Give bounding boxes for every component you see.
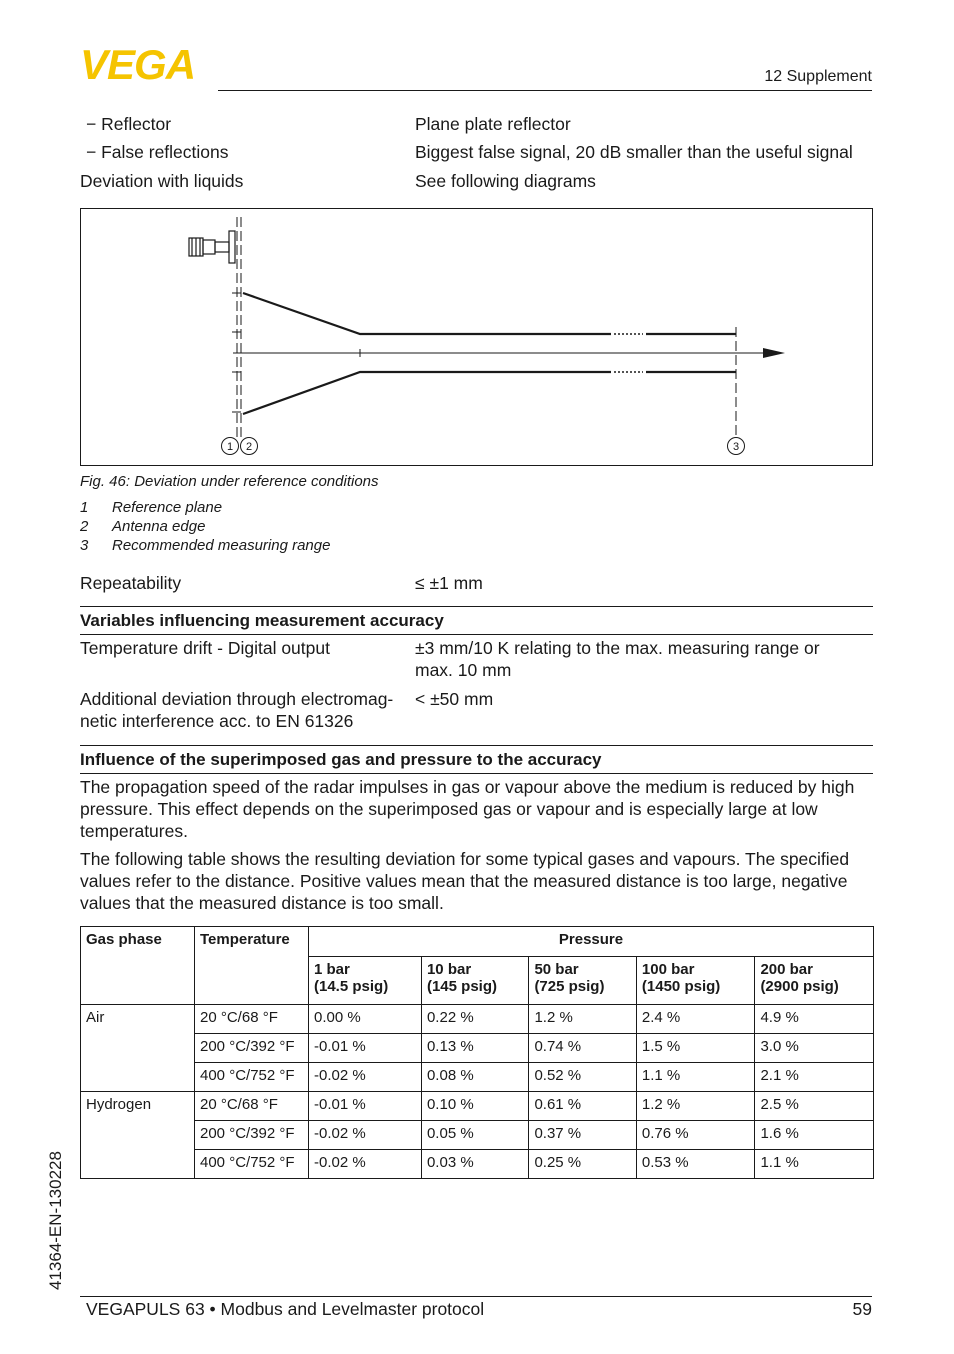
value-cell: 1.5 %: [636, 1034, 755, 1063]
spec-value-false-reflections: Biggest false signal, 20 dB smaller than the useful signal: [415, 142, 853, 162]
col-pressure: Pressure: [309, 927, 874, 957]
value-cell: 0.03 %: [421, 1150, 528, 1179]
section-title: 12 Supplement: [764, 68, 872, 85]
variables-heading: Variables influencing measurement accuracy: [80, 611, 444, 630]
gas-hydrogen: Hydrogen: [81, 1092, 195, 1179]
footer-title: VEGAPULS 63 • Modbus and Levelmaster protocol: [86, 1299, 485, 1319]
footer-rule: [80, 1296, 872, 1297]
spec-value-deviation: See following diagrams: [415, 171, 596, 191]
temp-cell: 20 °C/68 °F: [195, 1005, 309, 1034]
legend-text-1: Reference plane: [112, 499, 223, 516]
repeatability-value: ≤ ±1 mm: [415, 573, 483, 593]
value-cell: 2.4 %: [636, 1005, 755, 1034]
col-temperature: Temperature: [195, 927, 309, 1005]
pressure-10bar: 10 bar (145 psig): [421, 957, 528, 1005]
value-cell: 1.2 %: [529, 1005, 636, 1034]
temperature-drift-value: ±3 mm/10 K relating to the max. measuring range or max. 10 mm: [415, 638, 820, 680]
value-cell: 0.25 %: [529, 1150, 636, 1179]
spec-value-reflector: Plane plate reflector: [415, 114, 571, 134]
legend-text-2: Antenna edge: [112, 518, 206, 535]
deviation-diagram: [80, 208, 873, 466]
table-row: [81, 1034, 874, 1063]
value-cell: 0.74 %: [529, 1034, 636, 1063]
value-cell: 0.52 %: [529, 1063, 636, 1092]
value-cell: 1.1 %: [636, 1063, 755, 1092]
value-cell: 0.08 %: [421, 1063, 528, 1092]
influence-heading: Influence of the superimposed gas and pressure to the accuracy: [80, 750, 602, 769]
marker-1-label: 1: [226, 441, 234, 453]
influence-top-rule: [80, 745, 873, 746]
variables-bottom-rule: [80, 634, 873, 635]
value-cell: 2.5 %: [755, 1092, 874, 1121]
value-cell: 1.6 %: [755, 1121, 874, 1150]
marker-2-label: 2: [245, 441, 253, 453]
value-cell: 4.9 %: [755, 1005, 874, 1034]
document-code: 41364-EN-130228: [46, 1151, 65, 1290]
pressure-100bar: 100 bar (1450 psig): [636, 957, 755, 1005]
value-cell: -0.01 %: [309, 1092, 422, 1121]
table-row: [81, 1092, 874, 1121]
value-cell: 0.00 %: [309, 1005, 422, 1034]
value-cell: 0.05 %: [421, 1121, 528, 1150]
page-number: 59: [852, 1299, 872, 1319]
figure-caption: Fig. 46: Deviation under reference conditions: [80, 473, 379, 490]
temperature-drift-label: Temperature drift - Digital output: [80, 638, 330, 658]
influence-paragraph-1: The propagation speed of the radar impulses in gas or vapour above the medium is reduced by high pressure. This effect depends on the superimposed gas or vapour and is especially large at low temperatures.: [80, 777, 855, 841]
spec-label-deviation: Deviation with liquids: [80, 171, 244, 191]
legend-num-2: 2: [80, 518, 89, 535]
spec-label-false-reflections: − False reflections: [86, 142, 229, 162]
marker-3-label: 3: [732, 441, 740, 453]
emi-deviation-label: Additional deviation through electromag-netic interference acc. to EN 61326: [80, 689, 394, 731]
value-cell: -0.02 %: [309, 1121, 422, 1150]
deviation-diagram-svg: [81, 209, 872, 465]
table-row: [81, 1150, 874, 1179]
temp-cell: 20 °C/68 °F: [195, 1092, 309, 1121]
value-cell: 3.0 %: [755, 1034, 874, 1063]
pressure-200bar: 200 bar (2900 psig): [755, 957, 874, 1005]
col-gas-phase: Gas phase: [81, 927, 195, 1005]
table-row: [81, 1121, 874, 1150]
header-rule: [218, 90, 872, 91]
value-cell: 0.13 %: [421, 1034, 528, 1063]
sensor-icon: [189, 231, 235, 263]
gas-deviation-table: [80, 926, 874, 1179]
emi-deviation-value: < ±50 mm: [415, 689, 494, 709]
repeatability-label: Repeatability: [80, 573, 182, 593]
gas-air: Air: [81, 1005, 195, 1092]
upper-deviation-curve: [243, 293, 611, 334]
value-cell: 1.2 %: [636, 1092, 755, 1121]
temp-cell: 400 °C/752 °F: [195, 1063, 309, 1092]
influence-bottom-rule: [80, 773, 873, 774]
spec-label-reflector: − Reflector: [86, 114, 172, 134]
value-cell: 1.1 %: [755, 1150, 874, 1179]
table-row: [81, 1063, 874, 1092]
value-cell: 0.22 %: [421, 1005, 528, 1034]
pressure-50bar: 50 bar (725 psig): [529, 957, 636, 1005]
legend-num-1: 1: [80, 499, 89, 516]
table-row: [81, 1005, 874, 1034]
value-cell: 0.76 %: [636, 1121, 755, 1150]
pressure-1bar: 1 bar (14.5 psig): [309, 957, 422, 1005]
value-cell: 0.53 %: [636, 1150, 755, 1179]
variables-top-rule: [80, 606, 873, 607]
value-cell: -0.02 %: [309, 1063, 422, 1092]
lower-deviation-curve: [243, 372, 611, 414]
value-cell: 0.61 %: [529, 1092, 636, 1121]
temp-cell: 400 °C/752 °F: [195, 1150, 309, 1179]
value-cell: 2.1 %: [755, 1063, 874, 1092]
value-cell: -0.02 %: [309, 1150, 422, 1179]
axis-arrow-icon: [763, 348, 785, 358]
vega-logo: VEGA: [80, 41, 196, 88]
value-cell: 0.10 %: [421, 1092, 528, 1121]
legend-text-3: Recommended measuring range: [112, 537, 331, 554]
value-cell: 0.37 %: [529, 1121, 636, 1150]
influence-paragraph-2: The following table shows the resulting deviation for some typical gases and vapours. The specified values refer to the distance. Positive values mean that the measured distance is too large, negative values that the measured distance is too small.: [80, 849, 850, 913]
temp-cell: 200 °C/392 °F: [195, 1034, 309, 1063]
legend-num-3: 3: [80, 537, 89, 554]
temp-cell: 200 °C/392 °F: [195, 1121, 309, 1150]
value-cell: -0.01 %: [309, 1034, 422, 1063]
